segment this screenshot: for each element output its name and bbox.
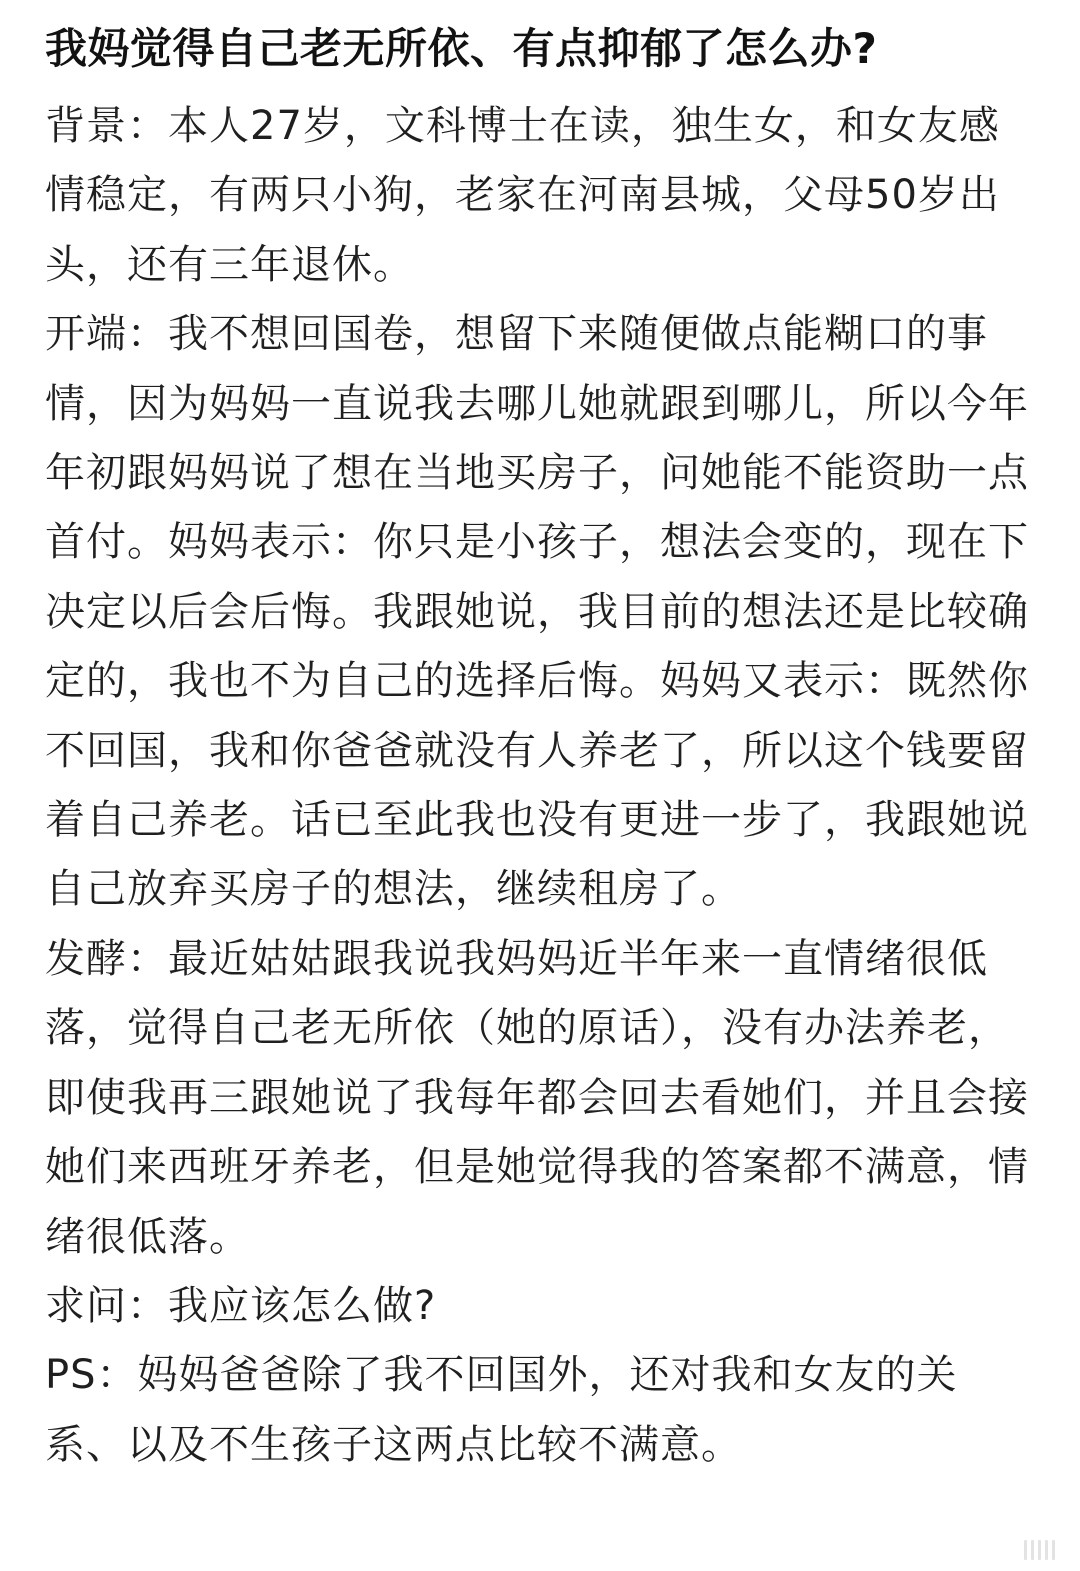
paragraph-beginning: 开端：我不想回国卷，想留下来随便做点能糊口的事情，因为妈妈一直说我去哪儿她就跟到哪儿，所以今年年初跟妈妈说了想在当地买房子，问她能不能资助一点首付。妈妈表示：你只是小孩子，想法会变的，现在下决定以后会后悔。我跟她说，我目前的想法还是比较确定的，我也不为自己的选择后悔。妈妈又表示：既然你不回国，我和你爸爸就没有人养老了，所以这个钱要留着自己养老。话已至此我也没有更进一步了，我跟她说自己放弃买房子的想法，继续租房了。: [45, 311, 1029, 913]
post-container: [45, 18, 1035, 1480]
post-body: [45, 92, 1035, 1480]
paragraph-question: 求问：我应该怎么做?: [45, 1282, 437, 1329]
paragraph-background: 背景：本人27岁，文科博士在读，独生女，和女友感情稳定，有两只小狗，老家在河南县城，父母50岁出头，还有三年退休。: [45, 103, 1000, 288]
paragraph-ps: PS：妈妈爸爸除了我不回国外，还对我和女友的关系、以及不生孩子这两点比较不满意。: [45, 1352, 958, 1468]
watermark-icon: [1006, 1537, 1072, 1563]
post-title: 我妈觉得自己老无所依、有点抑郁了怎么办?: [45, 24, 878, 73]
paragraph-development: 发酵：最近姑姑跟我说我妈妈近半年来一直情绪很低落，觉得自己老无所依（她的原话），没有办法养老，即使我再三跟她说了我每年都会回去看她们，并且会接她们来西班牙养老，但是她觉得我的答案都不满意，情绪很低落。: [45, 935, 1029, 1260]
